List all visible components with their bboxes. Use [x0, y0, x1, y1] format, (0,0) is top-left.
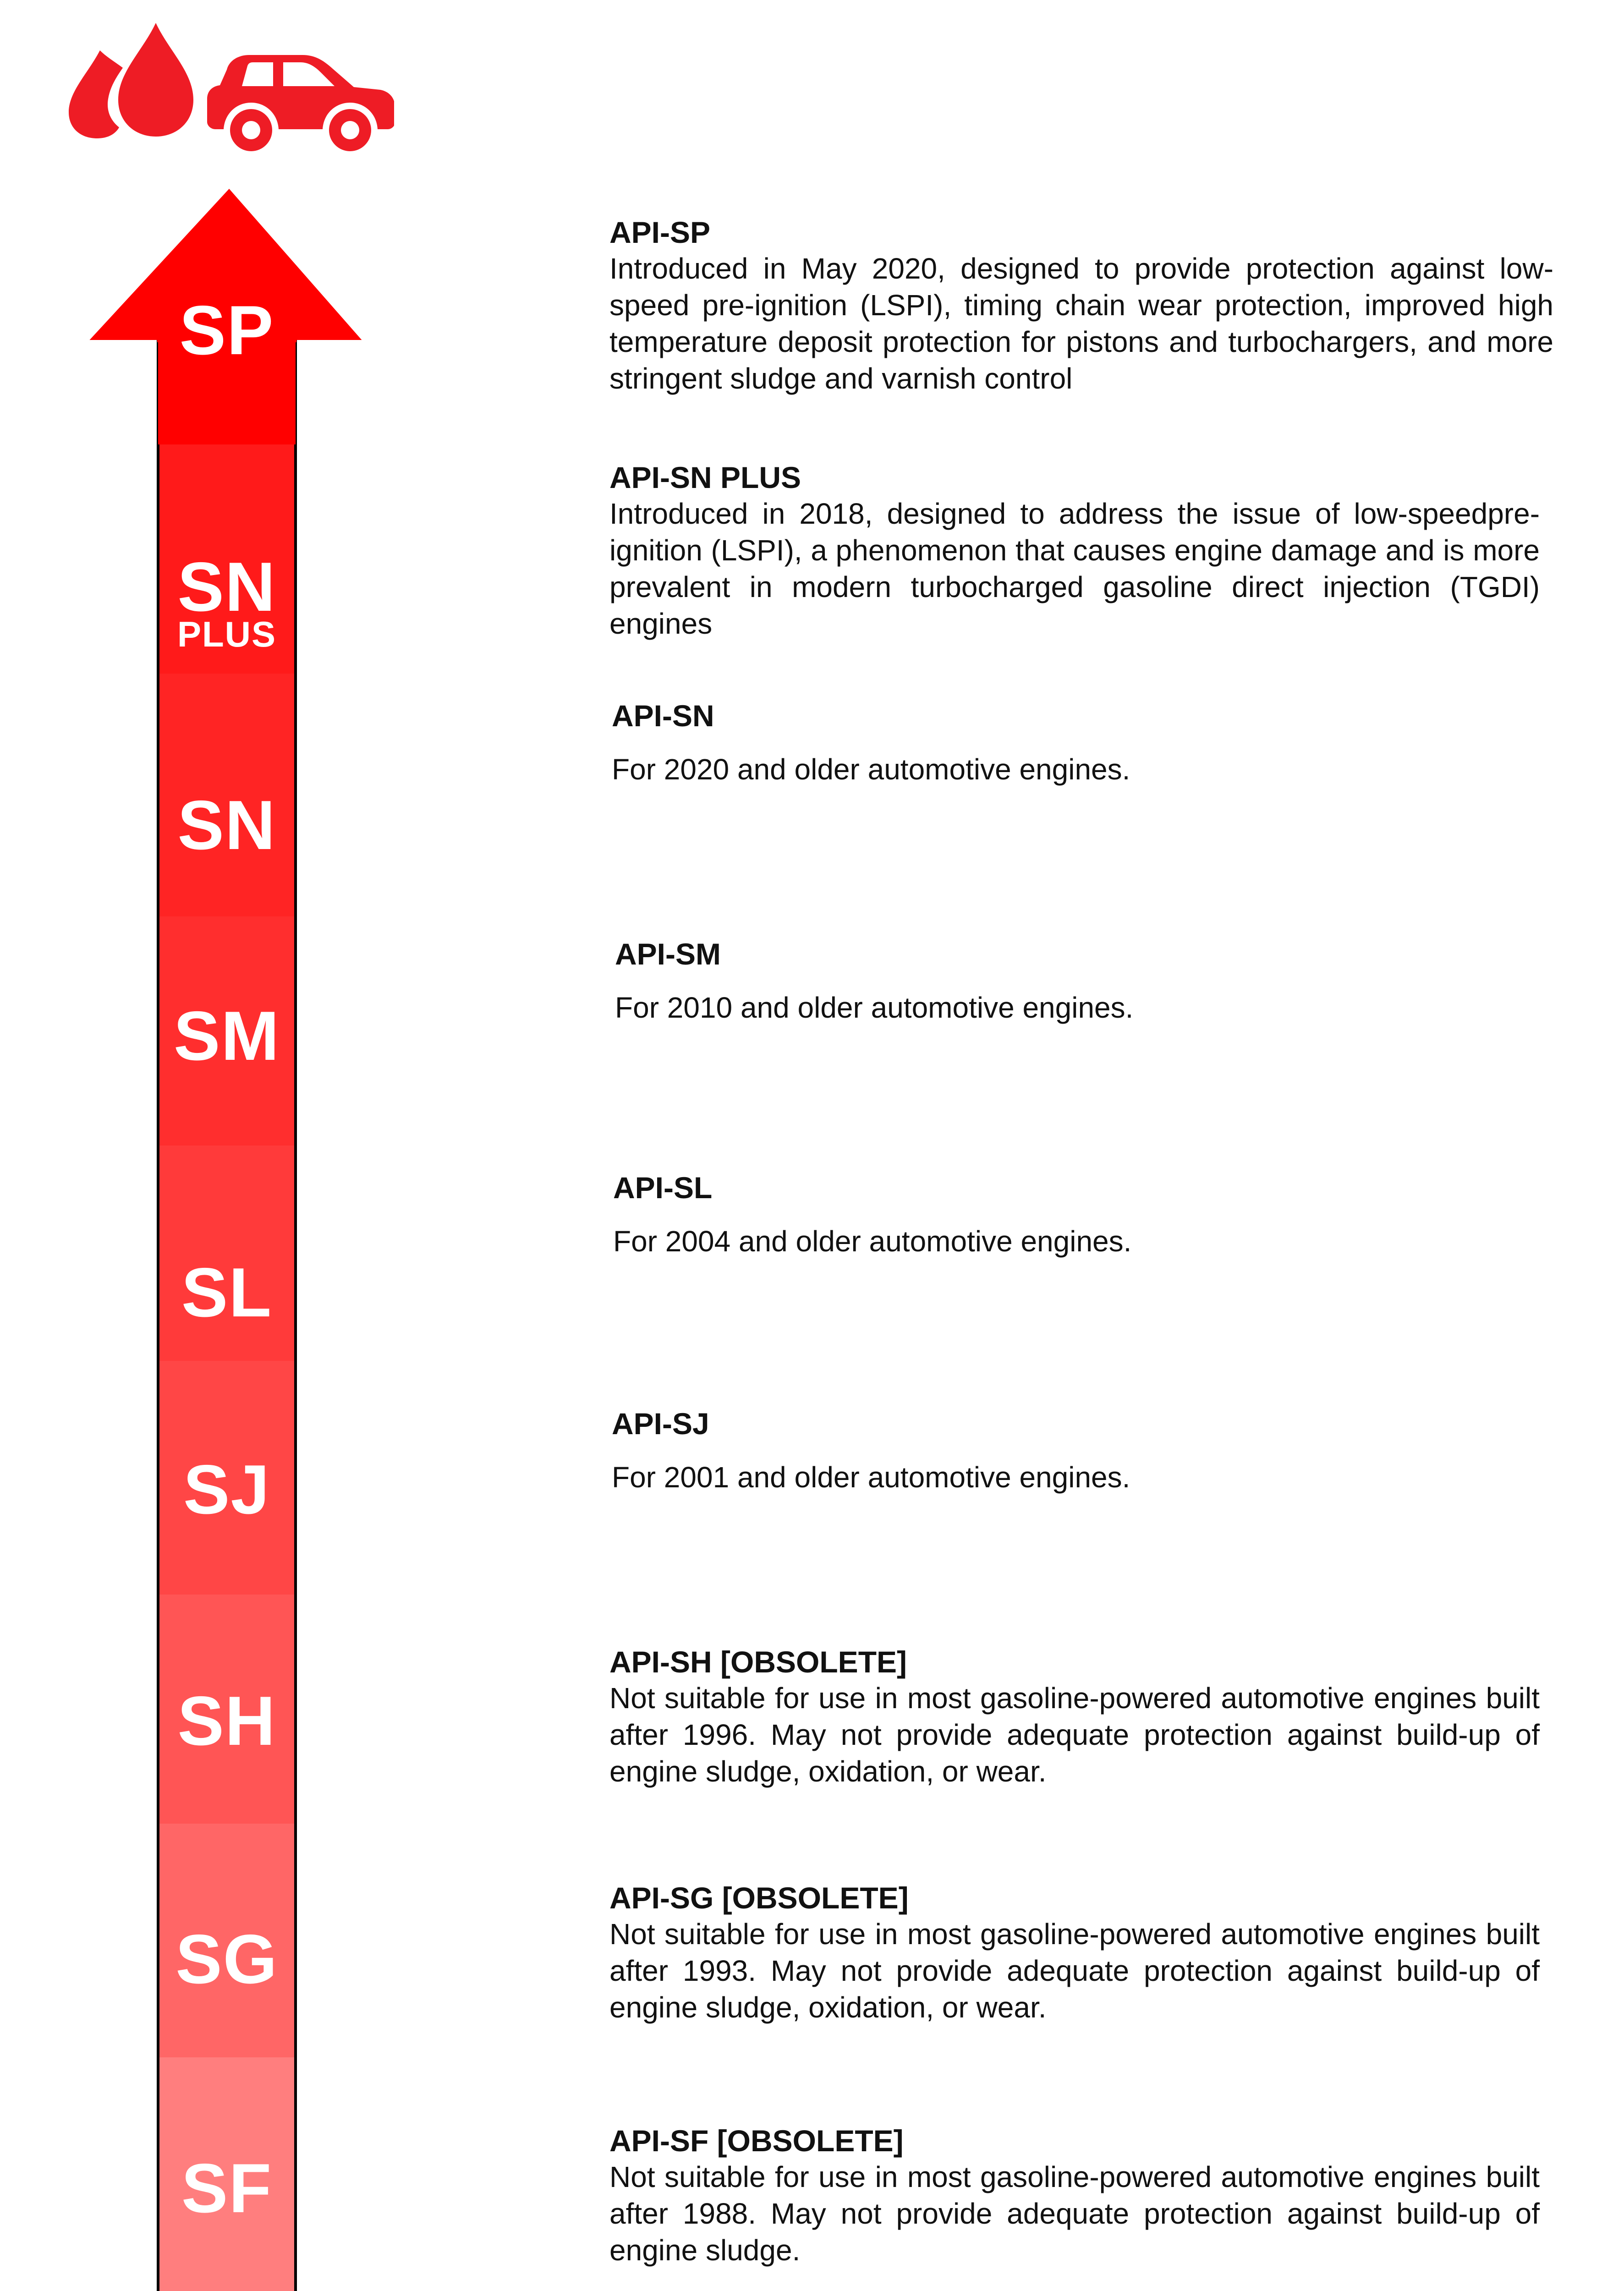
entry-description: Not suitable for use in most gasoline-powered automotive engines built after 1993. May not provide adequate protection against build-up of engine sludge, oxidation, or wear. [609, 1917, 1540, 2024]
entry-description: For 2004 and older automotive engines. [613, 1224, 1132, 1258]
entry-description: For 2010 and older automotive engines. [615, 991, 1134, 1024]
level-label-sm: SM [174, 997, 280, 1075]
entry-title: API-SN [612, 699, 714, 733]
entry-api-sj [612, 1407, 1556, 1496]
entry-title: API-SN PLUS [609, 460, 801, 494]
entry-api-sf [609, 2124, 1540, 2269]
level-sublabel-plus: PLUS [177, 614, 277, 654]
entry-description: For 2001 and older automotive engines. [612, 1460, 1130, 1494]
entry-title: API-SM [615, 937, 721, 971]
level-label-sn: SN [177, 786, 276, 864]
entry-description: Not suitable for use in most gasoline-powered automotive engines built after 1996. May not provide adequate protection against build-up of engine sludge, oxidation, or wear. [609, 1681, 1540, 1788]
level-label-sn-plus: SN [177, 548, 276, 626]
level-label-sg: SG [176, 1920, 278, 1998]
entry-api-sh [609, 1645, 1540, 1790]
level-label-sl: SL [181, 1254, 273, 1332]
entry-api-sn-plus [609, 460, 1540, 642]
entry-description: Introduced in 2018, designed to address the issue of low-speedpre-ignition (LSPI), a phenomenon that causes engine damage and is more prevalent in modern turbocharged gasoline direct injection (TGDI) engines [609, 497, 1540, 640]
entry-title: API-SJ [612, 1407, 709, 1441]
entry-api-sm [615, 937, 1559, 1026]
entry-title: API-SF [OBSOLETE] [609, 2124, 904, 2158]
entry-title: API-SG [OBSOLETE] [609, 1881, 909, 1915]
oil-drop-icon [118, 23, 193, 137]
level-label-sh: SH [177, 1682, 276, 1760]
entry-title: API-SP [609, 215, 711, 249]
entry-description: Introduced in May 2020, designed to provide protection against low-speed pre-ignition (LSPI), timing chain wear protection, improved high temperature deposit protection for pistons and turbochargers, and more stringent sludge and varnish control [609, 252, 1553, 395]
oil-drop-icon [69, 50, 123, 138]
oil-drops-and-car-icon [64, 18, 394, 156]
entry-api-sg [609, 1881, 1540, 2026]
entry-title: API-SH [OBSOLETE] [609, 1645, 907, 1679]
entry-api-sp [609, 215, 1553, 397]
entry-api-sl [613, 1171, 1557, 1260]
entry-api-sn [612, 699, 1556, 788]
entry-title: API-SL [613, 1171, 713, 1205]
level-label-sf: SF [181, 2149, 273, 2227]
entry-description: Not suitable for use in most gasoline-powered automotive engines built after 1988. May not provide adequate protection against build-up of engine sludge. [609, 2160, 1540, 2267]
level-label-sp: SP [179, 291, 274, 369]
level-label-sj: SJ [183, 1451, 270, 1529]
entry-description: For 2020 and older automotive engines. [612, 752, 1130, 786]
